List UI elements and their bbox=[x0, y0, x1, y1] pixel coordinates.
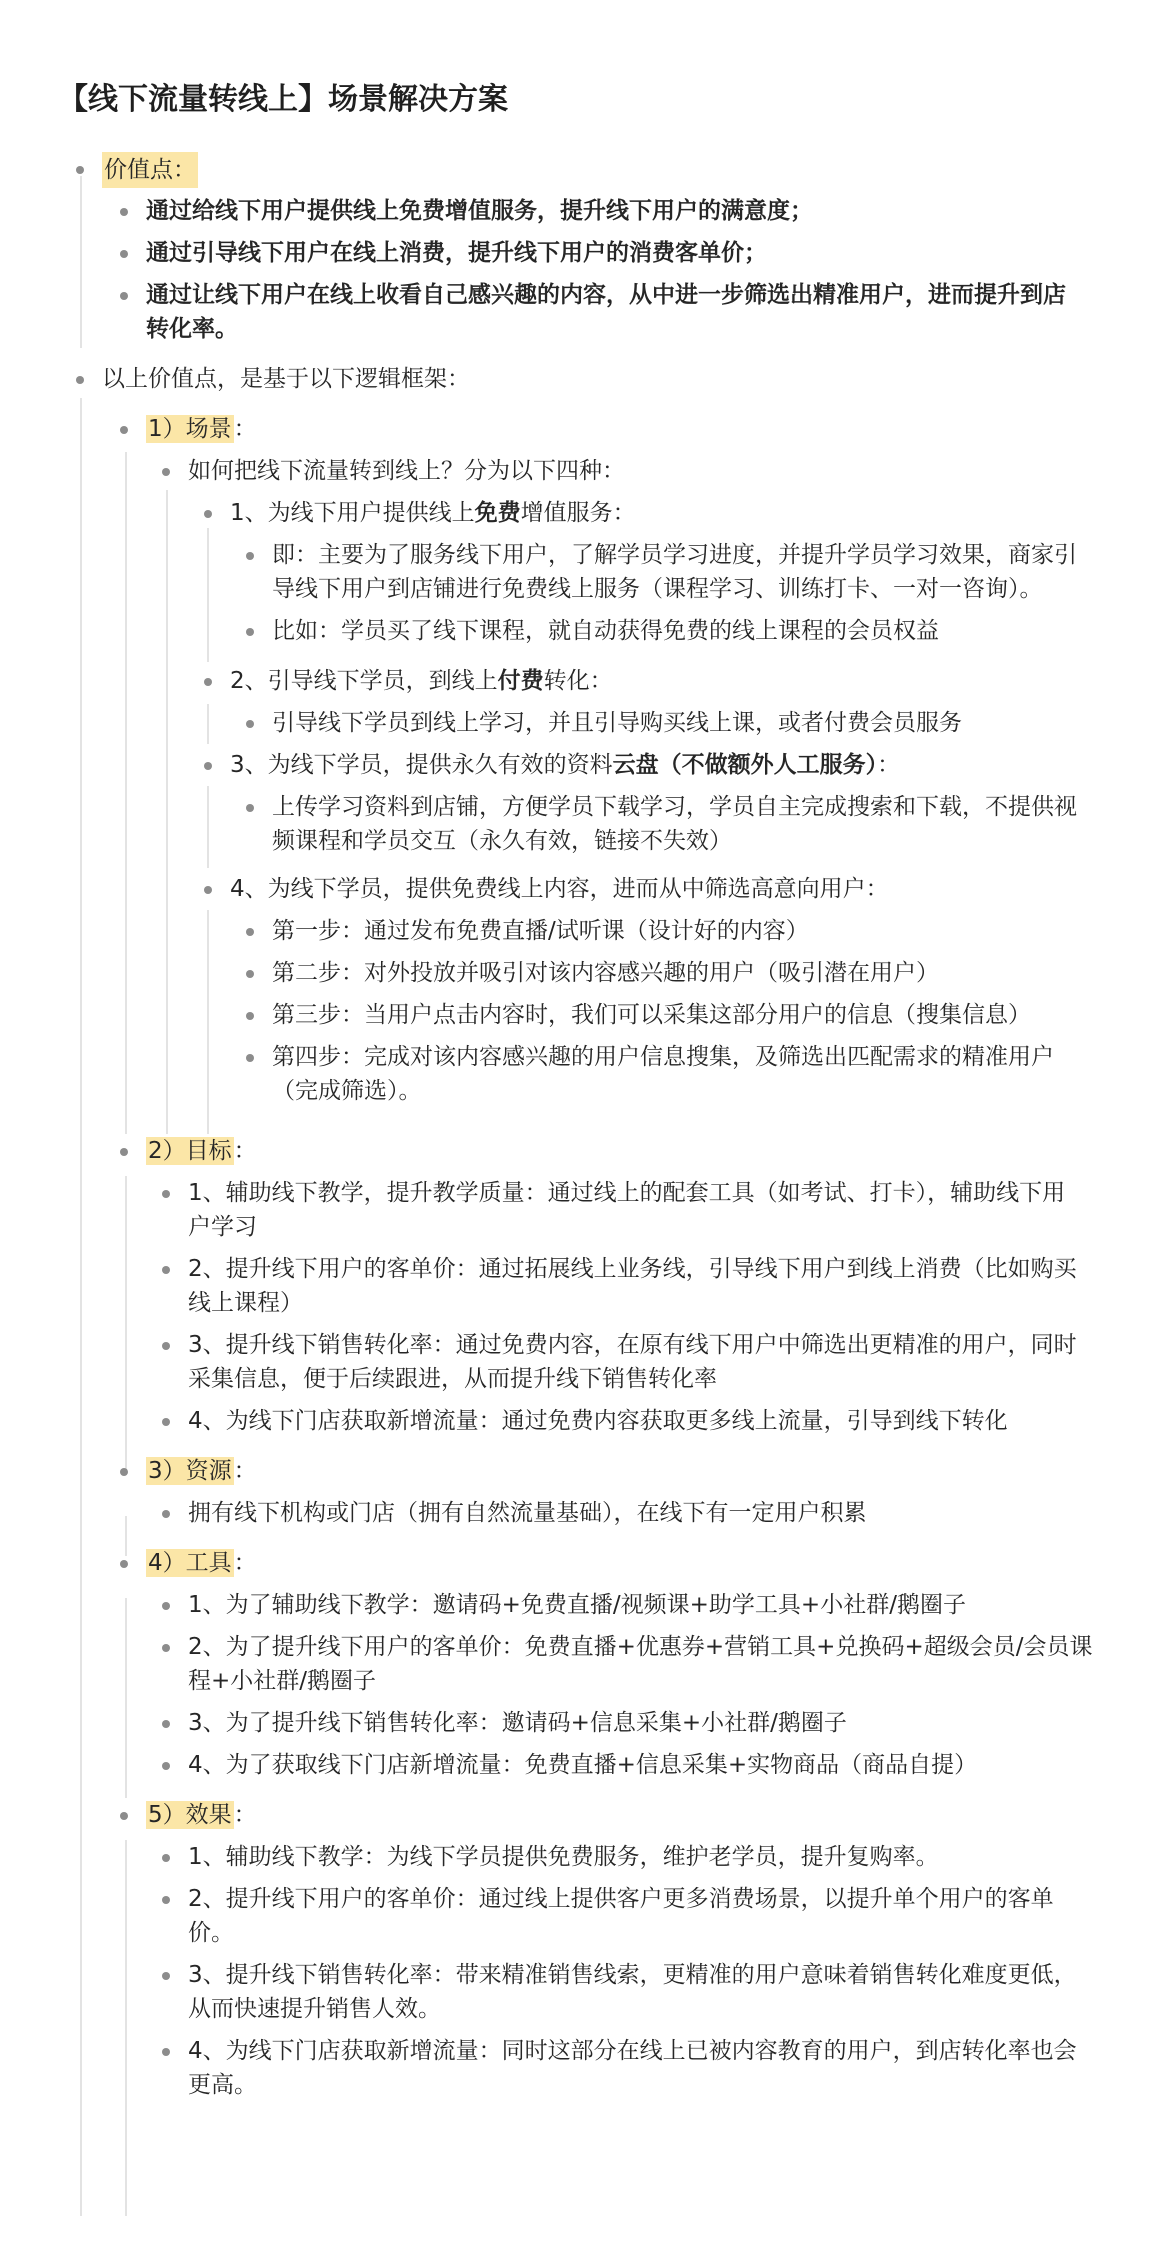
way-4-step-4 bbox=[272, 1040, 1054, 1108]
way-4-step-4-line-2: （完成筛选）。 bbox=[272, 1078, 422, 1104]
bullet-icon bbox=[204, 762, 212, 770]
value-point-2 bbox=[146, 236, 767, 270]
way-2-item-1-line-1: 引导线下学员到线上学习，并且引导购买线上课，或者付费会员服务 bbox=[272, 710, 962, 736]
goal-item-1-line-1: 1、辅助线下教学，提升教学质量：通过线上的配套工具（如考试、打卡），辅助线下用 bbox=[188, 1180, 1066, 1206]
bullet-icon bbox=[76, 376, 84, 384]
bullet-icon bbox=[120, 1560, 128, 1568]
goal-item-3-line-1: 3、提升线下销售转化率：通过免费内容，在原有线下用户中筛选出更精准的用户，同时 bbox=[188, 1332, 1077, 1358]
value-point-1-text: 通过给线下用户提供线上免费增值服务，提升线下用户的满意度； bbox=[146, 198, 813, 224]
value-point-1 bbox=[146, 194, 813, 228]
goal-item-4 bbox=[188, 1404, 1008, 1438]
effect-item-3 bbox=[188, 1958, 1077, 2026]
way-4-step-3-line-1: 第三步：当用户点击内容时，我们可以采集这部分用户的信息（搜集信息） bbox=[272, 1002, 1031, 1028]
resource-label: 3）资源 bbox=[148, 1458, 232, 1484]
way-4-step-1-line-1: 第一步：通过发布免费直播/试听课（设计好的内容） bbox=[272, 918, 809, 944]
effect-label: 5）效果 bbox=[148, 1802, 232, 1828]
bullet-icon bbox=[162, 468, 170, 476]
effect-item-2 bbox=[188, 1882, 1054, 1950]
tools-item-4-line-1: 4、为了获取线下门店新增流量：免费直播+信息采集+实物商品（商品自提） bbox=[188, 1752, 978, 1778]
guide-line-resource bbox=[125, 1516, 127, 1556]
tools-item-3 bbox=[188, 1706, 847, 1740]
way-2-bold: 付费 bbox=[497, 668, 544, 694]
guide-line-goal bbox=[125, 1176, 127, 1474]
effect-item-1 bbox=[188, 1840, 939, 1874]
bullet-icon bbox=[246, 552, 254, 560]
bullet-icon bbox=[246, 928, 254, 936]
way-1-post: 增值服务： bbox=[520, 500, 636, 526]
list-item-framework bbox=[102, 362, 470, 396]
effect-item-4-line-2: 更高。 bbox=[188, 2072, 257, 2098]
way-3-post: ： bbox=[877, 752, 901, 778]
bullet-icon bbox=[204, 510, 212, 518]
bullet-icon bbox=[162, 1418, 170, 1426]
tools-item-2-line-1: 2、为了提升线下用户的客单价：免费直播+优惠券+营销工具+兑换码+超级会员/会员课 bbox=[188, 1634, 1093, 1660]
value-point-3 bbox=[146, 278, 1066, 346]
bullet-icon bbox=[120, 1812, 128, 1820]
tools-item-4 bbox=[188, 1748, 977, 1782]
section-effect bbox=[146, 1798, 257, 1832]
guide-line-way-2 bbox=[207, 704, 209, 744]
bullet-icon bbox=[162, 1762, 170, 1770]
section-scene bbox=[146, 412, 257, 446]
scene-way-4 bbox=[230, 872, 889, 906]
way-4-step-3 bbox=[272, 998, 1031, 1032]
scene-colon: ： bbox=[233, 416, 257, 442]
bullet-icon bbox=[246, 1054, 254, 1062]
way-1-bold: 免费 bbox=[474, 500, 521, 526]
way-4-step-2 bbox=[272, 956, 939, 990]
bullet-icon bbox=[162, 1190, 170, 1198]
bullet-icon bbox=[120, 208, 128, 216]
goal-item-3 bbox=[188, 1328, 1077, 1396]
tools-item-2 bbox=[188, 1630, 1092, 1698]
bullet-icon bbox=[162, 1342, 170, 1350]
effect-colon: ： bbox=[233, 1802, 257, 1828]
way-1-item-2 bbox=[272, 614, 939, 648]
way-3-bold: 云盘（不做额外人工服务） bbox=[612, 752, 878, 778]
bullet-icon bbox=[246, 628, 254, 636]
bullet-icon bbox=[162, 1602, 170, 1610]
way-3-item-1-line-2: 频课程和学员交互（永久有效，链接不失效） bbox=[272, 828, 732, 854]
resource-item-1 bbox=[188, 1496, 867, 1530]
bullet-icon bbox=[246, 720, 254, 728]
effect-item-3-line-2: 从而快速提升销售人效。 bbox=[188, 1996, 441, 2022]
bullet-icon bbox=[246, 1012, 254, 1020]
tools-label: 4）工具 bbox=[148, 1550, 232, 1576]
way-1-item-1-line-1: 即：主要为了服务线下用户，了解学员学习进度，并提升学员学习效果，商家引 bbox=[272, 542, 1077, 568]
guide-line-scene-ways bbox=[166, 490, 168, 1134]
section-resource bbox=[146, 1454, 257, 1488]
goal-item-2 bbox=[188, 1252, 1077, 1320]
way-4-pre: 4、为线下学员，提供免费线上内容，进而从中筛选高意向用户： bbox=[230, 876, 889, 902]
effect-item-3-line-1: 3、提升线下销售转化率：带来精准销售线索，更精准的用户意味着销售转化难度更低， bbox=[188, 1962, 1077, 1988]
guide-line-way-3 bbox=[207, 786, 209, 868]
scene-question-text: 如何把线下流量转到线上？分为以下四种： bbox=[188, 458, 625, 484]
way-3-item-1 bbox=[272, 790, 1077, 858]
way-4-step-2-line-1: 第二步：对外投放并吸引对该内容感兴趣的用户（吸引潜在用户） bbox=[272, 960, 939, 986]
bullet-icon bbox=[120, 292, 128, 300]
goal-item-1-line-2: 户学习 bbox=[188, 1214, 257, 1240]
guide-line-value-points bbox=[80, 176, 82, 348]
guide-line-way-4 bbox=[207, 910, 209, 1134]
effect-item-4 bbox=[188, 2034, 1077, 2102]
way-1-item-1-line-2: 导线下用户到店铺进行免费线上服务（课程学习、训练打卡、一对一咨询）。 bbox=[272, 576, 1043, 602]
goal-item-4-line-1: 4、为线下门店获取新增流量：通过免费内容获取更多线上流量，引导到线下转化 bbox=[188, 1408, 1008, 1434]
effect-item-2-line-1: 2、提升线下用户的客单价：通过线上提供客户更多消费场景，以提升单个用户的客单 bbox=[188, 1886, 1054, 1912]
value-point-3-line-2: 转化率。 bbox=[146, 316, 238, 342]
goal-label: 2）目标 bbox=[148, 1138, 232, 1164]
way-1-item-1 bbox=[272, 538, 1077, 606]
bullet-icon bbox=[162, 2048, 170, 2056]
way-2-item-1 bbox=[272, 706, 962, 740]
goal-item-1 bbox=[188, 1176, 1065, 1244]
scene-way-1 bbox=[230, 496, 636, 530]
guide-line-scene bbox=[125, 452, 127, 1134]
effect-item-2-line-2: 价。 bbox=[188, 1920, 234, 1946]
way-1-item-2-line-1: 比如：学员买了线下课程，就自动获得免费的线上课程的会员权益 bbox=[272, 618, 939, 644]
bullet-icon bbox=[162, 1266, 170, 1274]
bullet-icon bbox=[246, 804, 254, 812]
list-item-value-points bbox=[102, 152, 198, 188]
way-3-pre: 3、为线下学员，提供永久有效的资料 bbox=[230, 752, 613, 778]
way-2-pre: 2、引导线下学员，到线上 bbox=[230, 668, 498, 694]
guide-line-way-1 bbox=[207, 528, 209, 662]
goal-item-3-line-2: 采集信息，便于后续跟进，从而提升线下销售转化率 bbox=[188, 1366, 717, 1392]
scene-way-3 bbox=[230, 748, 900, 782]
bullet-icon bbox=[120, 426, 128, 434]
scene-way-2 bbox=[230, 664, 613, 698]
way-2-post: 转化： bbox=[543, 668, 613, 694]
bullet-icon bbox=[162, 1720, 170, 1728]
tools-item-2-line-2: 程+小社群/鹅圈子 bbox=[188, 1668, 377, 1694]
bullet-icon bbox=[162, 1854, 170, 1862]
framework-intro: 以上价值点，是基于以下逻辑框架： bbox=[102, 366, 470, 392]
goal-item-2-line-2: 线上课程） bbox=[188, 1290, 303, 1316]
bullet-icon bbox=[162, 1510, 170, 1518]
goal-colon: ： bbox=[233, 1138, 257, 1164]
bullet-icon bbox=[162, 1896, 170, 1904]
bullet-icon bbox=[246, 970, 254, 978]
value-points-label: 价值点： bbox=[102, 152, 198, 188]
value-point-3-line-1: 通过让线下用户在线上收看自己感兴趣的内容，从中进一步筛选出精准用户，进而提升到店 bbox=[146, 282, 1066, 308]
bullet-icon bbox=[120, 1148, 128, 1156]
way-3-item-1-line-1: 上传学习资料到店铺，方便学员下载学习，学员自主完成搜索和下载，不提供视 bbox=[272, 794, 1077, 820]
bullet-icon bbox=[162, 1972, 170, 1980]
way-4-step-4-line-1: 第四步：完成对该内容感兴趣的用户信息搜集，及筛选出匹配需求的精准用户 bbox=[272, 1044, 1054, 1070]
tools-item-1-line-1: 1、为了辅助线下教学：邀请码+免费直播/视频课+助学工具+小社群/鹅圈子 bbox=[188, 1592, 966, 1618]
effect-item-1-line-1: 1、辅助线下教学：为线下学员提供免费服务，维护老学员，提升复购率。 bbox=[188, 1844, 939, 1870]
guide-line-tools bbox=[125, 1598, 127, 1798]
way-1-pre: 1、为线下用户提供线上 bbox=[230, 500, 475, 526]
section-goal bbox=[146, 1134, 257, 1168]
tools-colon: ： bbox=[233, 1550, 257, 1576]
scene-label: 1）场景 bbox=[148, 416, 232, 442]
bullet-icon bbox=[120, 250, 128, 258]
page-title: 【线下流量转线上】场景解决方案 bbox=[58, 82, 508, 117]
way-4-step-1 bbox=[272, 914, 809, 948]
goal-item-2-line-1: 2、提升线下用户的客单价：通过拓展线上业务线，引导线下用户到线上消费（比如购买 bbox=[188, 1256, 1077, 1282]
bullet-icon bbox=[204, 886, 212, 894]
bullet-icon bbox=[204, 678, 212, 686]
section-tools bbox=[146, 1546, 257, 1580]
tools-item-3-line-1: 3、为了提升线下销售转化率：邀请码+信息采集+小社群/鹅圈子 bbox=[188, 1710, 847, 1736]
guide-line-framework bbox=[80, 398, 82, 2216]
resource-item-1-line-1: 拥有线下机构或门店（拥有自然流量基础），在线下有一定用户积累 bbox=[188, 1500, 867, 1526]
tools-item-1 bbox=[188, 1588, 966, 1622]
bullet-icon bbox=[76, 166, 84, 174]
effect-item-4-line-1: 4、为线下门店获取新增流量：同时这部分在线上已被内容教育的用户，到店转化率也会 bbox=[188, 2038, 1077, 2064]
value-point-2-text: 通过引导线下用户在线上消费，提升线下用户的消费客单价； bbox=[146, 240, 767, 266]
bullet-icon bbox=[162, 1644, 170, 1652]
resource-colon: ： bbox=[233, 1458, 257, 1484]
scene-question bbox=[188, 454, 625, 488]
guide-line-effect bbox=[125, 1840, 127, 2216]
bullet-icon bbox=[120, 1468, 128, 1476]
